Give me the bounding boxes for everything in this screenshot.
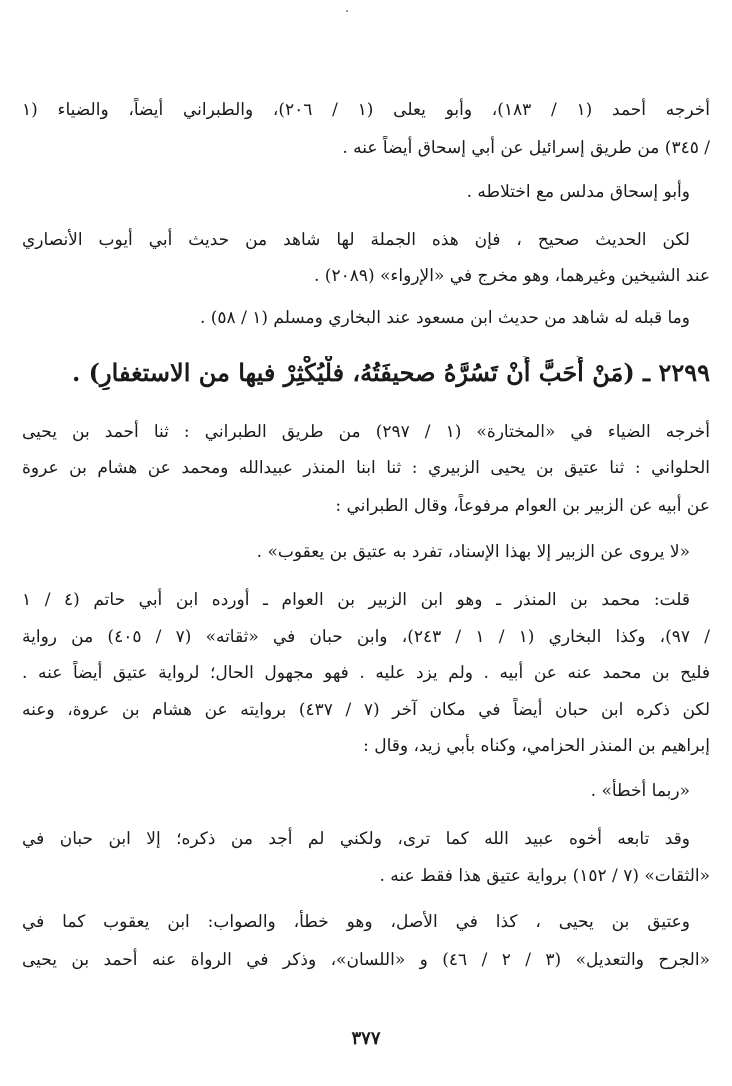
text-line: وعتيق بن يحيى ، كذا في الأصل، وهو خطأ، والصواب: ابن يعقوب كما في bbox=[22, 912, 690, 932]
scan-mark bbox=[346, 10, 348, 12]
hadith-heading bbox=[22, 356, 710, 390]
text-line: / ٩٧)، وكذا البخاري (١ / ١ / ٢٤٣)، وابن حبان في «ثقاته» (٧ / ٤٠٥) من رواية bbox=[22, 627, 710, 647]
text-line: عن أبيه عن الزبير بن العوام مرفوعاً، وقال الطبراني : bbox=[335, 496, 710, 516]
text-line: أخرجه أحمد (١ / ١٨٣)، وأبو يعلى (١ / ٢٠٦)، والطبراني أيضاً، والضياء (١ bbox=[22, 100, 710, 120]
text-line: إبراهيم بن المنذر الحزامي، وكناه بأبي زيد، وقال : bbox=[363, 736, 710, 756]
hadith-text: (مَنْ أَحَبَّ أَنْ تَسُرَّهُ صحيفَتُهُ، فلْيُكْثِرْ فيها من الاستغفارِ) . bbox=[71, 358, 635, 387]
text-line: وما قبله له شاهد من حديث ابن مسعود عند البخاري ومسلم (١ / ٥٨) . bbox=[199, 308, 690, 328]
text-line: «ربما أخطأ» . bbox=[590, 781, 690, 801]
hadith-dash: ـ bbox=[643, 358, 651, 387]
text-line: الحلواني : ثنا عتيق بن يحيى الزبيري : ثنا ابنا المنذر عبيدالله ومحمد عن هشام بن عروة bbox=[22, 458, 710, 478]
text-line: لكن ذكره ابن حبان أيضاً في مكان آخر (٧ / ٤٣٧) بروايته عن هشام بن عروة، وعنه bbox=[22, 700, 710, 720]
page-number: ٣٧٧ bbox=[351, 1028, 381, 1049]
text-line: فليح بن محمد عنه عن أبيه . ولم يزد عليه . فهو مجهول الحال؛ لرواية عتيق أيضاً عنه . bbox=[22, 663, 710, 683]
text-line: عند الشيخين وغيرهما، وهو مخرج في «الإرواء» (٢٠٨٩) . bbox=[314, 266, 710, 286]
text-line: قلت: محمد بن المنذر ـ وهو ابن الزبير بن العوام ـ أورده ابن أبي حاتم (٤ / ١ bbox=[22, 590, 690, 610]
text-line: أخرجه الضياء في «المختارة» (١ / ٢٩٧) من طريق الطبراني : ثنا أحمد بن يحيى bbox=[22, 422, 710, 442]
text-line: «الجرح والتعديل» (٣ / ٢ / ٤٦) و «اللسان»، وذكر في الرواة عنه أحمد بن يحيى bbox=[22, 950, 710, 970]
text-line: «الثقات» (٧ / ١٥٢) برواية عتيق هذا فقط عنه . bbox=[379, 866, 710, 886]
text-line: وقد تابعه أخوه عبيد الله كما ترى، ولكني لم أجد من ذكره؛ إلا ابن حبان في bbox=[22, 829, 690, 849]
text-line: لكن الحديث صحيح ، فإن هذه الجملة لها شاهد من حديث أبي أيوب الأنصاري bbox=[22, 230, 690, 250]
text-line: / ٣٤٥) من طريق إسرائيل عن أبي إسحاق أيضاً عنه . bbox=[342, 138, 710, 158]
hadith-number: ٢٢٩٩ bbox=[658, 358, 710, 387]
text-line: وأبو إسحاق مدلس مع اختلاطه . bbox=[466, 182, 690, 202]
text-line: «لا يروى عن الزبير إلا بهذا الإسناد، تفرد به عتيق بن يعقوب» . bbox=[256, 542, 690, 562]
